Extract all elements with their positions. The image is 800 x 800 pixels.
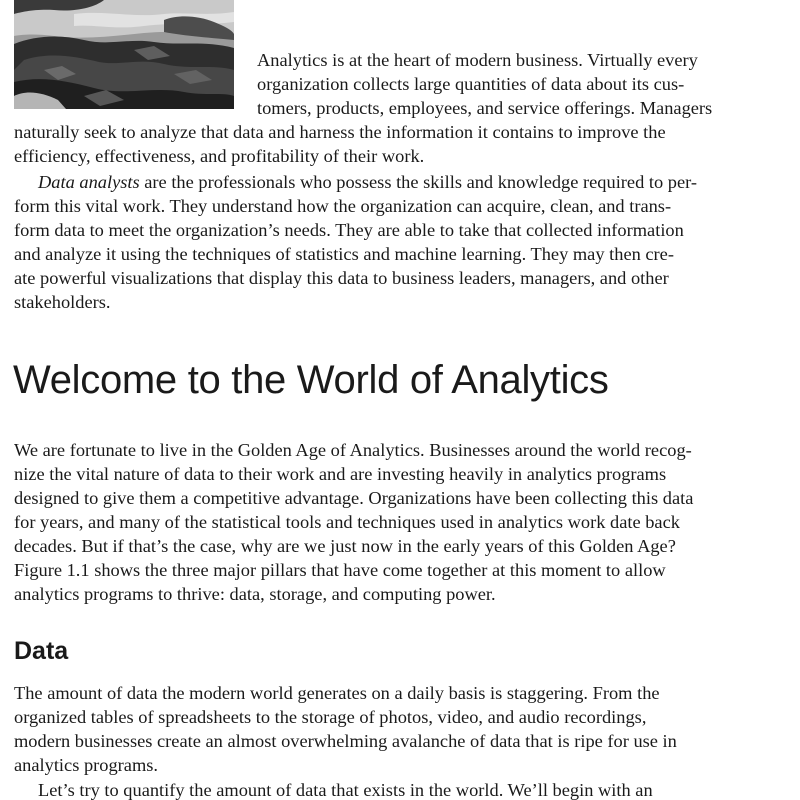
coastline-photo xyxy=(14,0,234,109)
intro-line-4: naturally seek to analyze that data and harness the information it contains to improve the xyxy=(14,122,666,142)
section-line-2: nize the vital nature of data to their work and are investing heavily in analytics programs xyxy=(14,464,667,484)
data-line-1: The amount of data the modern world generates on a daily basis is staggering. From the xyxy=(14,683,660,703)
section-line-3: designed to give them a competitive advantage. Organizations have been collecting this data xyxy=(14,488,694,508)
section-line-1: We are fortunate to live in the Golden Age of Analytics. Businesses around the world recog- xyxy=(14,440,692,460)
subsection-heading: Data xyxy=(14,637,69,665)
section-line-6: Figure 1.1 shows the three major pillars that have come together at this moment to allow xyxy=(14,560,666,580)
intro-line-1: Analytics is at the heart of modern business. Virtually every xyxy=(257,50,698,70)
data-line-5: Let’s try to quantify the amount of data that exists in the world. We’ll begin with an xyxy=(38,780,653,800)
intro-para2-line-5: ate powerful visualizations that display this data to business leaders, managers, and other xyxy=(14,268,669,288)
intro-line-2: organization collects large quantities of data about its cus- xyxy=(257,74,685,94)
section-line-4: for years, and many of the statistical tools and techniques used in analytics work date back xyxy=(14,512,680,532)
data-line-2: organized tables of spreadsheets to the storage of photos, video, and audio recordings, xyxy=(14,707,647,727)
section-heading: Welcome to the World of Analytics xyxy=(13,358,609,402)
para2-line-1-rest: are the professionals who possess the skills and knowledge required to per- xyxy=(139,172,698,192)
data-analysts-term: Data analysts xyxy=(38,172,140,192)
intro-para2-line-4: and analyze it using the techniques of statistics and machine learning. They may then cre- xyxy=(14,244,674,264)
intro-line-3: tomers, products, employees, and service offerings. Managers xyxy=(257,98,713,118)
intro-para2-line-2: form this vital work. They understand how the organization can acquire, clean, and trans- xyxy=(14,196,672,216)
section-line-7: analytics programs to thrive: data, storage, and computing power. xyxy=(14,584,496,604)
data-line-4: analytics programs. xyxy=(14,755,159,775)
intro-para2-line-1 xyxy=(38,173,697,191)
intro-para2-line-6: stakeholders. xyxy=(14,292,111,312)
intro-para2-line-3: form data to meet the organization’s needs. They are able to take that collected information xyxy=(14,220,684,240)
data-line-3: modern businesses create an almost overwhelming avalanche of data that is ripe for use in xyxy=(14,731,677,751)
intro-line-5: efficiency, effectiveness, and profitability of their work. xyxy=(14,146,425,166)
section-line-5: decades. But if that’s the case, why are we just now in the early years of this Golden Age? xyxy=(14,536,676,556)
